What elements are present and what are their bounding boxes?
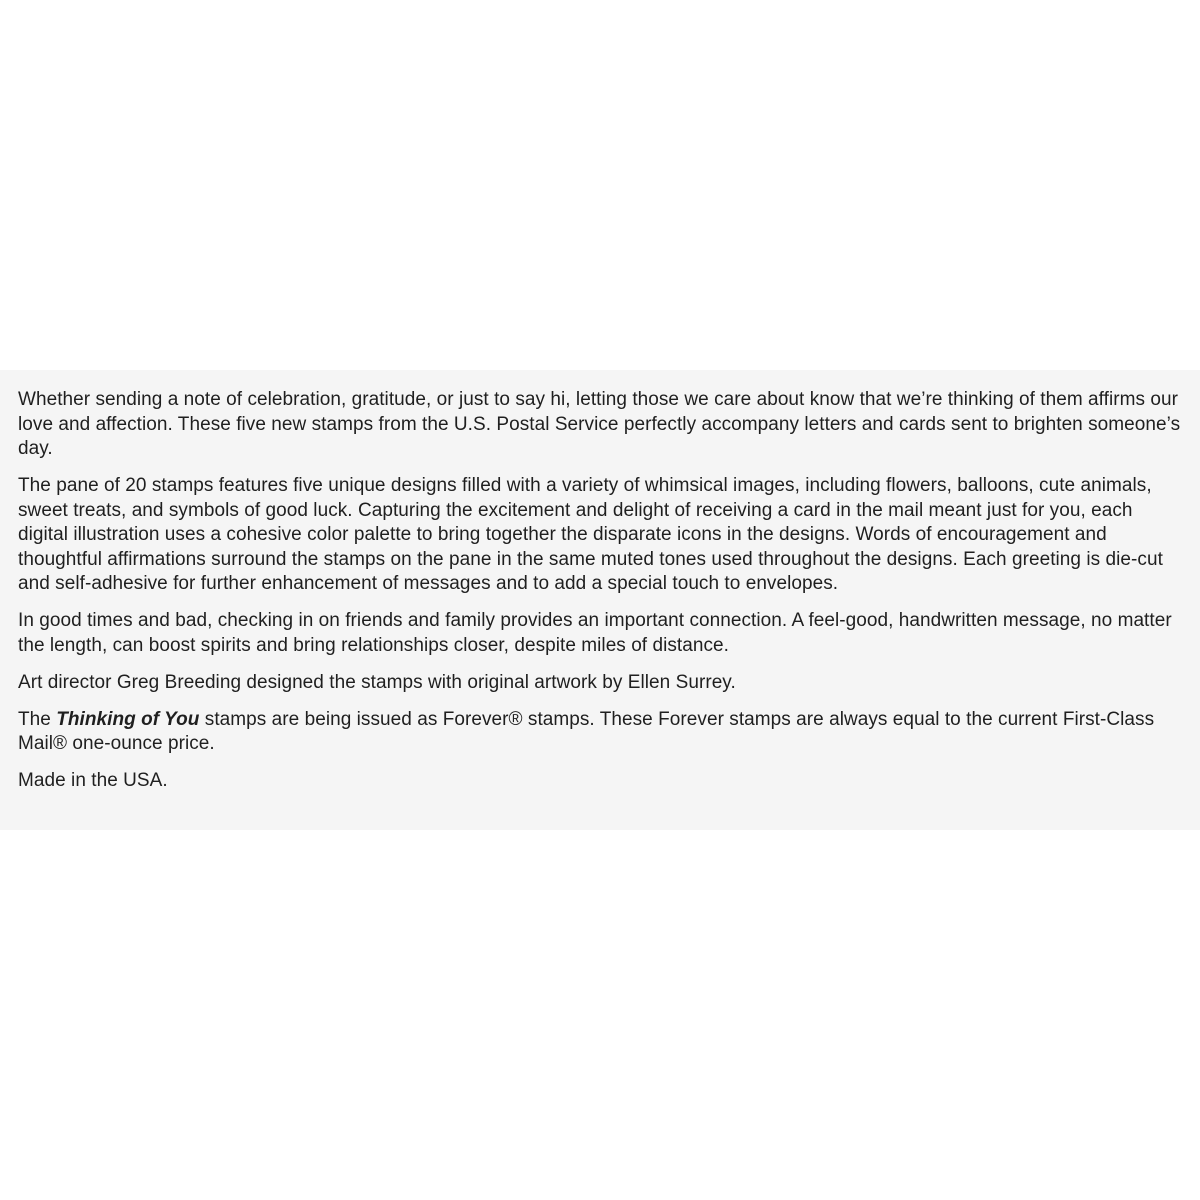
description-paragraph-intro: Whether sending a note of celebration, gratitude, or just to say hi, letting those we care about know that we’re thinking of them affirms our love and affection. These five new stamps from the U.S. Postal Service perfectly accompany letters and cards sent to brighten someone’s day. — [18, 389, 1181, 459]
forever-text-before: The — [18, 708, 57, 730]
description-paragraph-designs: The pane of 20 stamps features five unique designs filled with a variety of whimsical images, including flowers, balloons, cute animals, sweet treats, and symbols of good luck. Capturing the excitement and delight of receiving a card in the mail meant just for you, each digital illustration uses a cohesive color palette to bring together the disparate icons in the designs. Words of encouragement and thoughtful affirmations surround the stamps on the pane in the same muted tones used throughout the designs. Each greeting is die-cut and self-adhesive for further enhancement of messages and to add a special touch to envelopes. — [18, 475, 1163, 594]
product-description-panel — [0, 370, 1200, 830]
description-paragraph-forever — [18, 708, 1182, 757]
description-paragraph-origin: Made in the USA. — [18, 770, 168, 791]
forever-text-after: stamps are being issued as Forever® stamps. These Forever stamps are always equal to the current First-Class Mail® one-ounce price. — [18, 708, 1155, 754]
description-paragraph-connection: In good times and bad, checking in on friends and family provides an important connection. A feel-good, handwritten message, no matter the length, can boost spirits and bring relationships closer, despite miles of distance. — [18, 610, 1172, 656]
stamp-title-emphasis: Thinking of You — [56, 708, 200, 730]
description-paragraph-credits: Art director Greg Breeding designed the stamps with original artwork by Ellen Surrey. — [18, 671, 736, 693]
